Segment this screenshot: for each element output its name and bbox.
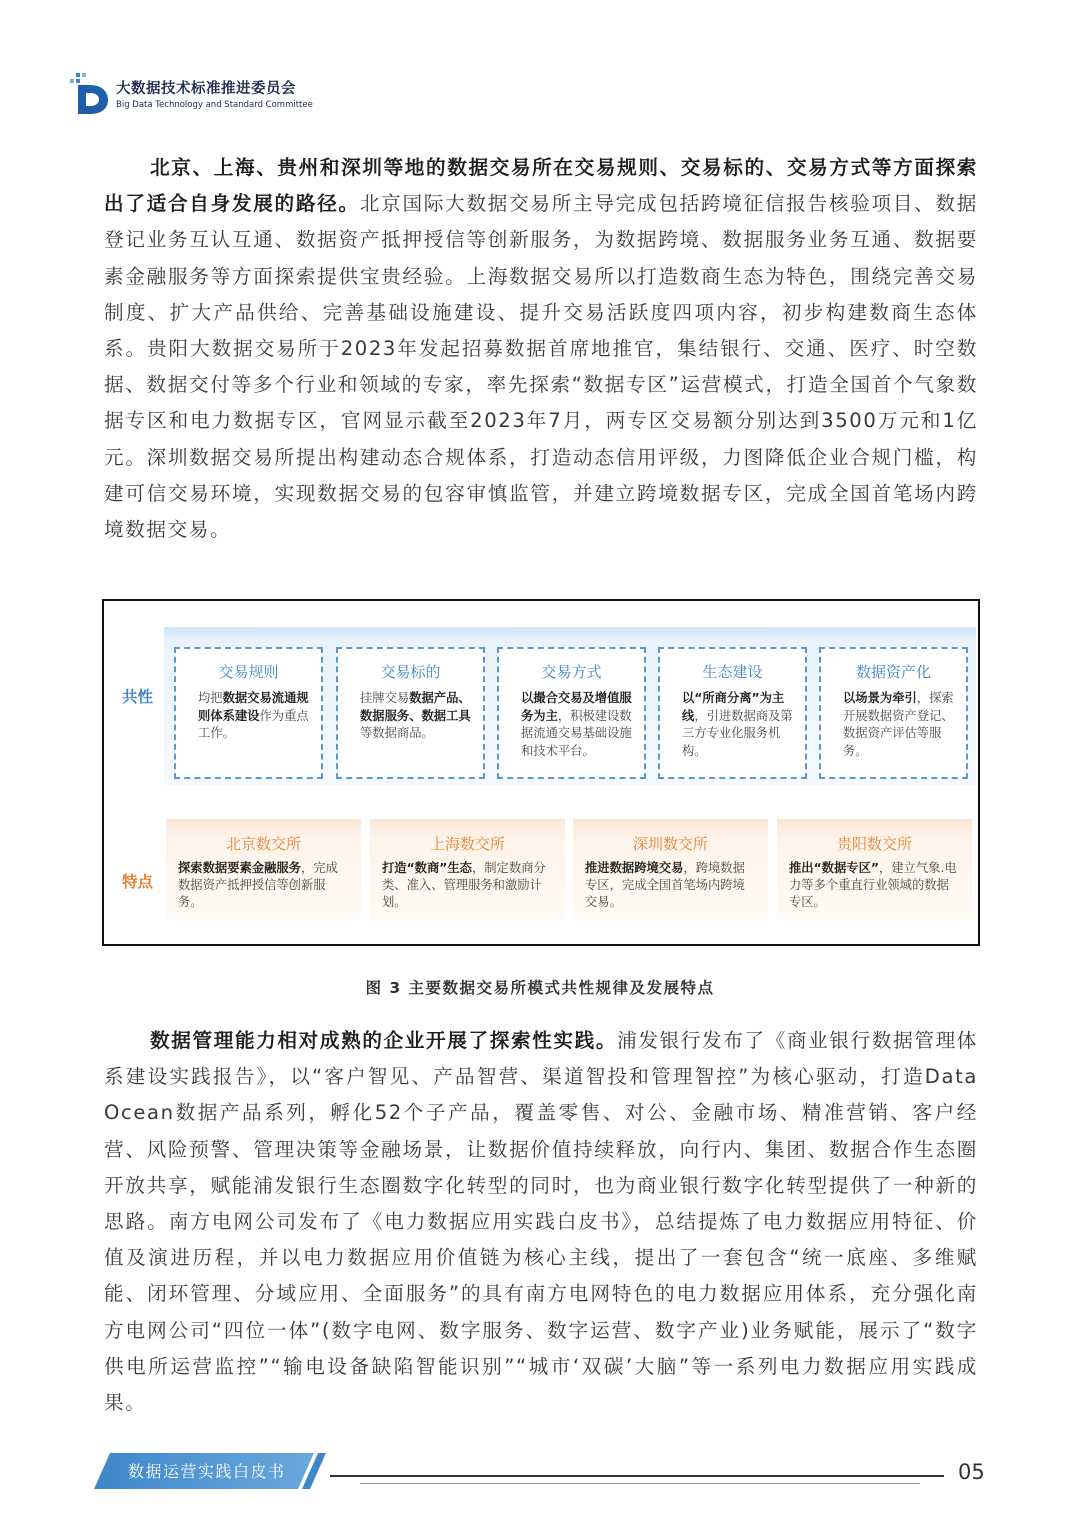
page-number: 05 (958, 1460, 985, 1484)
row-label-feature: 特点 (122, 873, 154, 891)
footer-rule (330, 1475, 944, 1477)
card-title: 交易方式 (541, 663, 602, 681)
committee-name-cn: 大数据技术标准推进委员会 (116, 80, 296, 97)
feature-body: 探索数据要素金融服务，完成数据资产抵押授信等创新服务。 (178, 861, 338, 909)
feature-body: 推出“数据专区”，建立气象.电力等多个重直行业领域的数据专区。 (789, 861, 957, 909)
card-body: 挂牌交易数据产品、数据服务、数据工具等数据商品。 (360, 691, 471, 740)
card-body: 以“所商分离”为主线，引进数据商及第三方专业化服务机构。 (682, 691, 793, 758)
card-title: 交易标的 (380, 663, 441, 681)
card-body: 以场景为牵引，探索开展数据资产登记、数据资产评估等服务。 (843, 691, 954, 758)
paragraph-1 (104, 150, 978, 548)
common-card (497, 647, 646, 779)
row-label-common: 共性 (122, 688, 154, 706)
paragraph-1-lead: 北京、上海、贵州和深圳等地的数据交易所在交易规则、交易标的、交易方式等方面探索出了适合自身发展的路径。 (104, 156, 978, 216)
feature-card (166, 819, 361, 919)
committee-logo-icon (70, 71, 110, 115)
paragraph-1-body: 北京国际大数据交易所主导完成包括跨境征信报告核验项目、数据登记业务互认互通、数据资产抵押授信等创新服务，为数据跨境、数据服务业务互通、数据要素金融服务等方面探索提供宝贵经验。上海数据交易所以打造数商生态为特色，围绕完善交易制度、扩大产品供给、完善基础设施建设、提升交易活跃度四项内容，初步构建数商生态体系。贵阳大数据交易所于2023年发起招募数据首席地推官，集结银行、交通、医疗、时空数据、数据交付等多个行业和领域的专家，率先探索“数据专区”运营模式，打造全国首个气象数据专区和电力数据专区，官网显示截至2023年7月，两专区交易额分别达到3500万元和1亿元。深圳数据交易所提出构建动态合规体系，打造动态信用评级，力图降低企业合规门槛，构建可信交易环境，实现数据交易的包容审慎监管，并建立跨境数据专区，完成全国首笔场内跨境数据交易。 (104, 192, 978, 542)
feature-card (777, 819, 972, 919)
page-header (70, 70, 313, 116)
card-title: 交易规则 (218, 663, 279, 681)
paragraph-2-lead: 数据管理能力相对成熟的企业开展了探索性实践。 (150, 1029, 618, 1052)
common-card (336, 647, 485, 779)
feature-title: 贵阳数交所 (836, 835, 912, 853)
figure-caption: 图 3 主要数据交易所模式共性规律及发展特点 (365, 979, 715, 997)
footer-title: 数据运营实践白皮书 (128, 1462, 286, 1481)
common-card (658, 647, 807, 779)
card-body: 均把数据交易流通规则体系建设作为重点工作。 (198, 691, 309, 740)
common-card (819, 647, 968, 779)
paragraph-2-body: 浦发银行发布了《商业银行数据管理体系建设实践报告》，以“客户智见、产品智营、渠道智投和管理智控”为核心驱动，打造Data Ocean数据产品系列，孵化52个子产品，覆盖零售、对公、金融市场、精准营销、客户经营、风险预警、管理决策等金融场景，让数据价值持续释放，向行内、集团、数据合作生态圈开放共享，赋能浦发银行生态圈数字化转型的同时，也为商业银行数字化转型提供了一种新的思路。南方电网公司发布了《电力数据应用实践白皮书》，总结提炼了电力数据应用特征、价值及演进历程，并以电力数据应用价值链为核心主线，提出了一套包含“统一底座、多维赋能、闭环管理、分域应用、全面服务”的具有南方电网特色的电力数据应用体系，充分强化南方电网公司“四位一体”(数字电网、数字服务、数字运营、数字产业)业务赋能，展示了“数字供电所运营监控”“输电设备缺陷智能识别”“城市‘双碳’大脑”等一系列电力数据应用实践成果。 (104, 1029, 978, 1415)
feature-card (370, 819, 565, 919)
feature-body: 推进数据跨境交易，跨境数据专区，完成全国首笔场内跨境交易。 (585, 861, 745, 909)
figure-exchange-models (102, 599, 980, 946)
common-card (174, 647, 323, 779)
card-title: 生态建设 (702, 663, 763, 681)
feature-title: 深圳数交所 (632, 835, 708, 853)
feature-card (573, 819, 768, 919)
committee-name-en: Big Data Technology and Standard Committee (116, 99, 313, 110)
card-title: 数据资产化 (855, 663, 931, 681)
footer-rule-secondary (360, 1483, 920, 1484)
paragraph-2 (104, 1023, 978, 1421)
feature-title: 上海数交所 (429, 835, 505, 853)
card-body: 以撮合交易及增值服务为主，积极建设数据流通交易基础设施和技术平台。 (521, 691, 632, 758)
feature-body: 打造“数商”生态，制定数商分类、准入、管理服务和激励计划。 (382, 861, 546, 909)
feature-title: 北京数交所 (225, 835, 301, 853)
